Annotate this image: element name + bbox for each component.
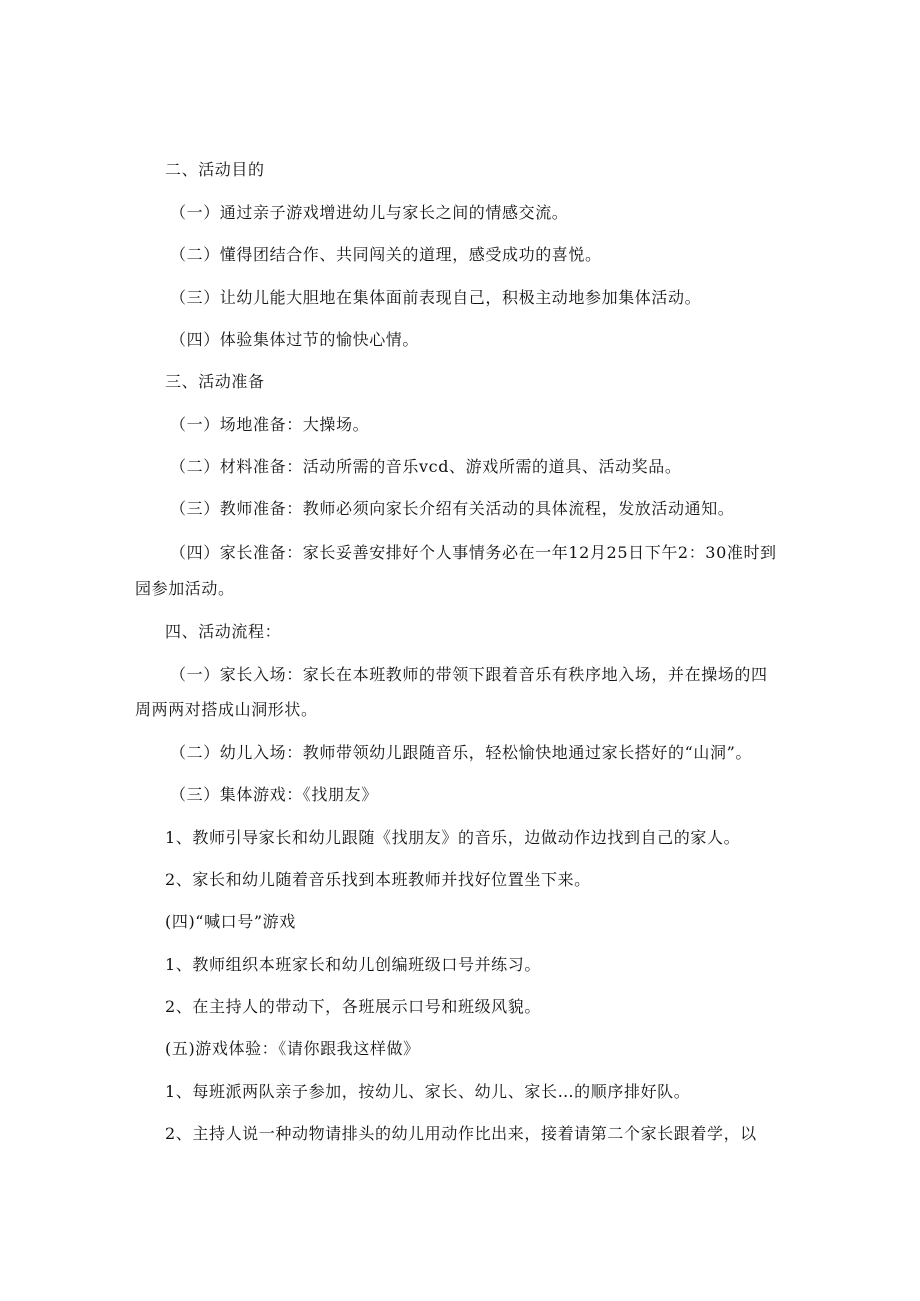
preparation-item-4: （四）家长准备：家长妥善安排好个人事情务必在一年12月25日下午2：30准时到 [170,543,777,562]
process-item-5: (五)游戏体验：《请你跟我这样做》 [165,1039,420,1058]
objective-item-4: （四）体验集体过节的愉快心情。 [170,330,420,349]
process-item-5-step-2: 2、主持人说一种动物请排头的幼儿用动作比出来，接着请第二个家长跟着学，以 [165,1124,757,1143]
process-item-1-continued: 周两两对搭成山洞形状。 [135,700,318,719]
process-item-4-step-1: 1、教师组织本班家长和幼儿创编班级口号并练习。 [165,955,541,974]
preparation-item-1: （一）场地准备：大操场。 [170,415,370,434]
section-heading-process: 四、活动流程： [165,622,282,641]
preparation-item-2: （二）材料准备：活动所需的音乐vcd、游戏所需的道具、活动奖品。 [170,457,682,476]
section-heading-objectives: 二、活动目的 [165,160,265,179]
objective-item-1: （一）通过亲子游戏增进幼儿与家长之间的情感交流。 [170,203,569,222]
process-item-4-step-2: 2、在主持人的带动下，各班展示口号和班级风貌。 [165,997,541,1016]
process-item-3: （三）集体游戏：《找朋友》 [170,785,378,804]
preparation-item-3: （三）教师准备：教师必须向家长介绍有关活动的具体流程，发放活动通知。 [170,499,735,518]
objective-item-3: （三）让幼儿能大胆地在集体面前表现自己，积极主动地参加集体活动。 [170,288,702,307]
process-item-2: （二）幼儿入场：教师带领幼儿跟随音乐，轻松愉快地通过家长搭好的“山洞”。 [170,743,752,762]
process-item-3-step-1: 1、教师引导家长和幼儿跟随《找朋友》的音乐，边做动作边找到自己的家人。 [165,828,741,847]
preparation-item-4-continued: 园参加活动。 [135,579,235,598]
process-item-4: (四)“喊口号”游戏 [165,912,296,931]
process-item-3-step-2: 2、家长和幼儿随着音乐找到本班教师并找好位置坐下来。 [165,870,591,889]
objective-item-2: （二）懂得团结合作、共同闯关的道理，感受成功的喜悦。 [170,245,602,264]
process-item-1: （一）家长入场：家长在本班教师的带领下跟着音乐有秩序地入场，并在操场的四 [170,665,768,684]
section-heading-preparation: 三、活动准备 [165,372,265,391]
process-item-5-step-1: 1、每班派两队亲子参加，按幼儿、家长、幼儿、家长…的顺序排好队。 [165,1082,691,1101]
